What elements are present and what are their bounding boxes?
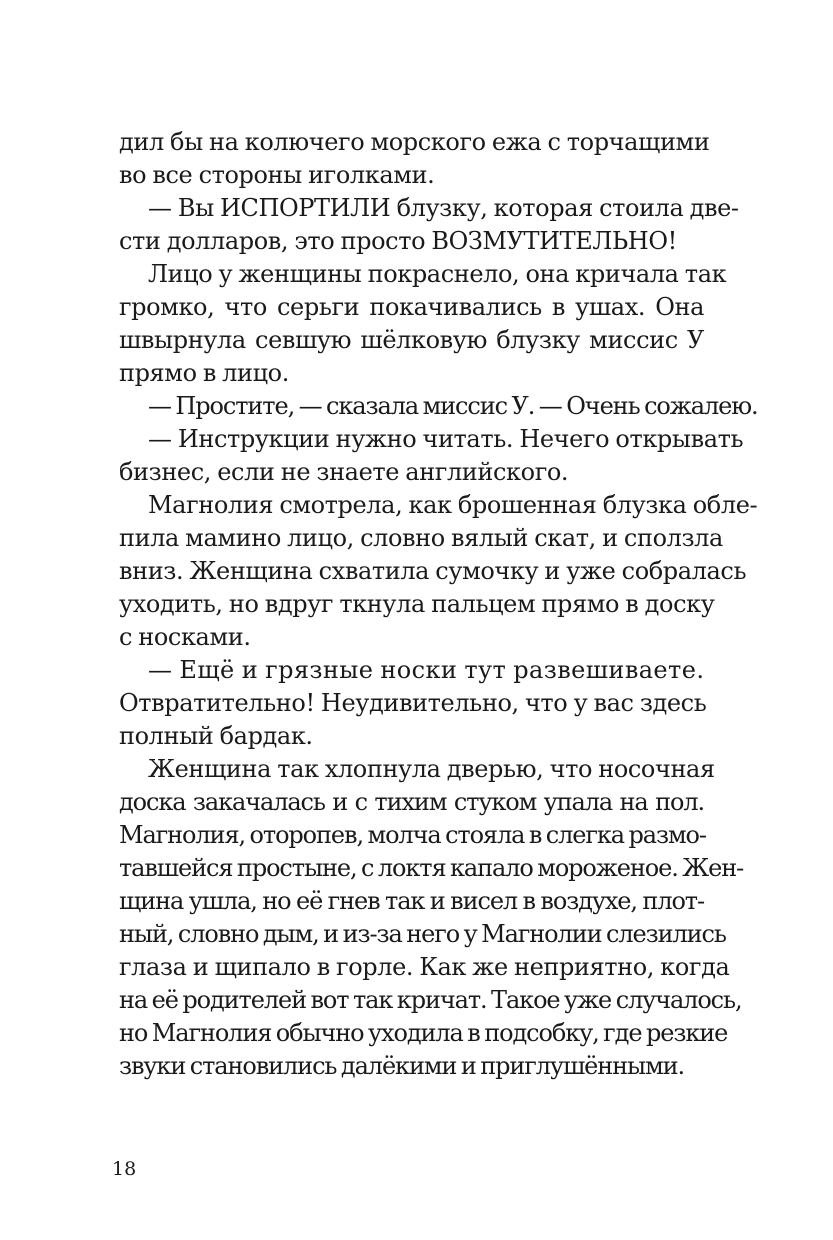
text-line: ный, словно дым, и из-за него у Магнолии слезились <box>119 920 726 948</box>
text-line: пила мамино лицо, словно вялый скат, и сползла <box>119 524 723 552</box>
text-line: — Ещё и грязные носки тут развешиваете. <box>148 656 705 684</box>
page-body <box>119 126 758 1083</box>
text-line: Магнолия смотрела, как брошенная блузка обле- <box>148 491 758 519</box>
text-line: Магнолия, оторопев, молча стояла в слегка размо- <box>119 821 706 849</box>
text-line: — Вы ИСПОРТИЛИ блузку, которая стоила две- <box>148 194 739 222</box>
text-line: тавшейся простыне, с локтя капало мороженое. Жен- <box>119 854 744 882</box>
text-line: на её родителей вот так кричат. Такое уже случалось, <box>119 986 742 1014</box>
page-number: 18 <box>112 1158 137 1180</box>
text-line: — Инструкции нужно читать. Нечего открывать <box>148 425 744 453</box>
text-line: глаза и щипало в горле. Как же неприятно, когда <box>119 953 730 981</box>
text-line: бизнес, если не знаете английского. <box>119 458 569 486</box>
text-line: во все стороны иголками. <box>119 161 435 189</box>
text-line: Женщина так хлопнула дверью, что носочная <box>148 755 715 783</box>
text-line: уходить, но вдруг ткнула пальцем прямо в доску <box>119 590 715 618</box>
text-line: доска закачалась и с тихим стуком упала на пол. <box>119 788 704 816</box>
text-line: сти долларов, это просто ВОЗМУТИТЕЛЬНО! <box>119 227 677 255</box>
text-line: щина ушла, но её гнев так и висел в воздухе, плот- <box>119 887 704 915</box>
text-line: с носками. <box>119 623 251 651</box>
text-line: звуки становились далёкими и приглушёнными. <box>119 1052 685 1080</box>
text-line: — Простите, — сказала миссис У. — Очень сожалею. <box>148 392 758 420</box>
text-line: Отвратительно! Неудивительно, что у вас здесь <box>119 689 707 717</box>
text-line: швырнула севшую шёлковую блузку миссис У <box>119 326 704 354</box>
text-line: дил бы на колючего морского ежа с торчащими <box>119 128 710 156</box>
text-line: Лицо у женщины покраснело, она кричала так <box>148 260 727 288</box>
text-line: полный бардак. <box>119 722 313 750</box>
text-line: но Магнолия обычно уходила в подсобку, где резкие <box>119 1019 728 1047</box>
text-line: прямо в лицо. <box>119 359 289 387</box>
text-line: вниз. Женщина схватила сумочку и уже собралась <box>119 557 747 585</box>
text-line: громко, что серьги покачивались в ушах. Она <box>119 293 704 321</box>
